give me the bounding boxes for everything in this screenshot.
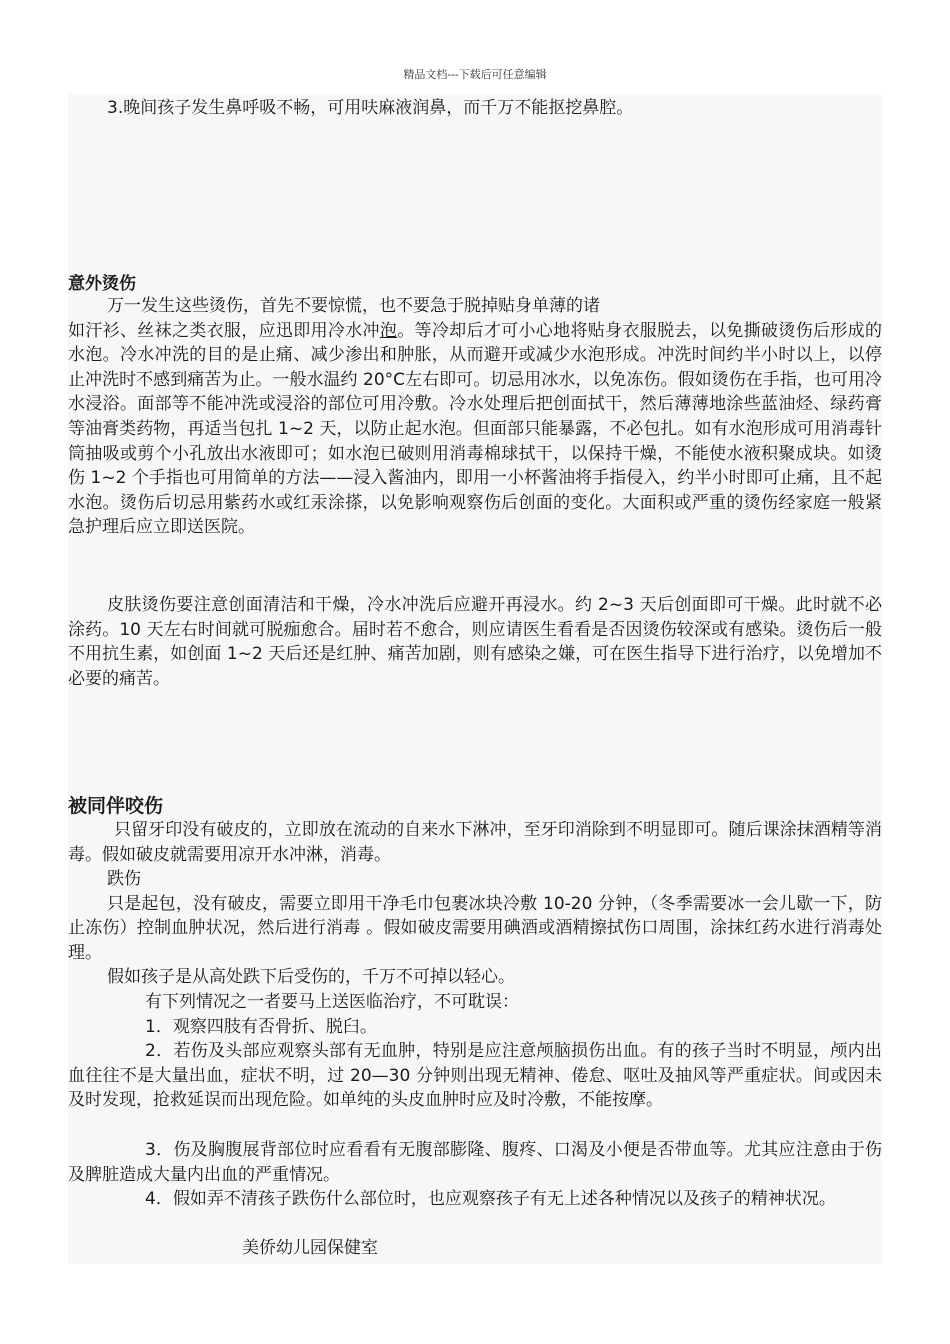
burns-para1-rest: 。等冷却后才可小心地将贴身衣服脱去，以免撕破烫伤后形成的水泡。冷水冲洗的目的是止痛、减少渗出和肿胀，从而避开或减少水泡形成。冲洗时间约半小时以上，以停止冲洗时不感到痛苦为止。一般水温约 20°C左右即可。切忌用冰水，以免冻伤。假如烫伤在手指，也可用冷水浸浴。面部等不能冲洗或浸浴的部位可用冷敷。冷水处理后把创面拭干，然后薄薄地涂些蓝油烃、绿药膏等油膏类药物，再适当包扎 1~2 天，以防止起水泡。但面部只能暴露，不必包扎。如有水泡形成可用消毒针筒抽吸或剪个小孔放出水液即可；如水泡已破则用消毒棉球拭干，以保持干燥，不能使水液积聚成块。如烫伤 1~2 个手指也可用简单的方法——浸入酱油内，即用一小杯酱油将手指侵入，约半小时即可止痛，且不起水泡。烫伤后切忌用紫药水或红汞涂搽，以免影响观察伤后创面的变化。大面积或严重的烫伤经家庭一般紧急护理后应立即送医院。	[68, 320, 883, 538]
document-body	[68, 94, 882, 1264]
burns-para2: 皮肤烫伤要注意创面清洁和干燥，冷水冲洗后应避开再浸水。约 2~3 天后创面即可干燥。此时就不必涂药。10 天左右时间就可脱痂愈合。届时若不愈合，则应请医生看看是否因烫伤较深或有感染。烫伤后一般不用抗生素，如创面 1~2 天后还是红肿、痛苦加剧，则有感染之嫌，可在医生指导下进行治疗，以免增加不必要的痛苦。	[68, 595, 882, 689]
burns-para1-line1: 万一发生这些烫伤，首先不要惊慌，也不要急于脱掉贴身单薄的诸	[107, 296, 600, 316]
fall-item-3: 3．伤及胸腹展背部位时应看看有无腹部膨隆、腹疼、口渴及小便是否带血等。尤其应注意由于伤及脾脏造成大量内出血的严重情况。	[68, 1140, 882, 1185]
bites-heading: 被同伴咬伤	[68, 795, 164, 817]
bites-para1: 只留牙印没有破皮的，立即放在流动的自来水下淋冲，至牙印消除到不明显即可。随后课涂抹酒精等消毒。假如破皮就需要用凉开水冲淋，消毒。	[68, 820, 882, 865]
burns-para1	[68, 319, 882, 540]
signature: 美侨幼儿园保健室	[242, 1238, 378, 1258]
fall-heading: 跌伤	[107, 869, 141, 889]
page-header: 精品文档---下载后可任意编辑	[403, 68, 547, 81]
burns-heading: 意外烫伤	[68, 274, 136, 294]
fall-item-2: 2．若伤及头部应观察头部有无血肿，特别是应注意颅脑损伤出血。有的孩子当时不明显，颅内出血往往不是大量出血，症状不明，过 20—30 分钟则出现无精神、倦怠、呕吐及抽风等严重症状。间或因未及时发现，抢救延误而出现危险。如单纯的头皮血肿时应及时冷敷，不能按摩。	[68, 1041, 882, 1111]
fall-intro: 有下列情况之一者要马上送医临治疗，不可耽误：	[145, 992, 519, 1012]
fall-item-1: 1．观察四肢有否骨折、脱臼。	[145, 1016, 377, 1037]
fall-para1: 只是起包，没有破皮，需要立即用干净毛巾包裹冰块冷敷 10-20 分钟，（冬季需要冰一会儿歇一下，防止冻伤）控制血肿状况，然后进行消毒 。假如破皮需要用碘酒或酒精擦拭伤口周围，涂抹红药水进行消毒处理。	[68, 893, 882, 963]
fall-para2: 假如孩子是从高处跌下后受伤的，千万不可掉以轻心。	[107, 967, 515, 987]
nose-tip-item: 3.晚间孩子发生鼻呼吸不畅，可用呋麻液润鼻，而千万不能抠挖鼻腔。	[107, 98, 634, 118]
fall-item-4: 4．假如弄不清孩子跌伤什么部位时，也应观察孩子有无上述各种情况以及孩子的精神状况。	[145, 1189, 836, 1209]
burns-para1-underlined: 泡	[379, 320, 398, 341]
burns-para1-pre: 如汗衫、丝袜之类衣服，应迅即用冷水冲	[68, 320, 380, 341]
